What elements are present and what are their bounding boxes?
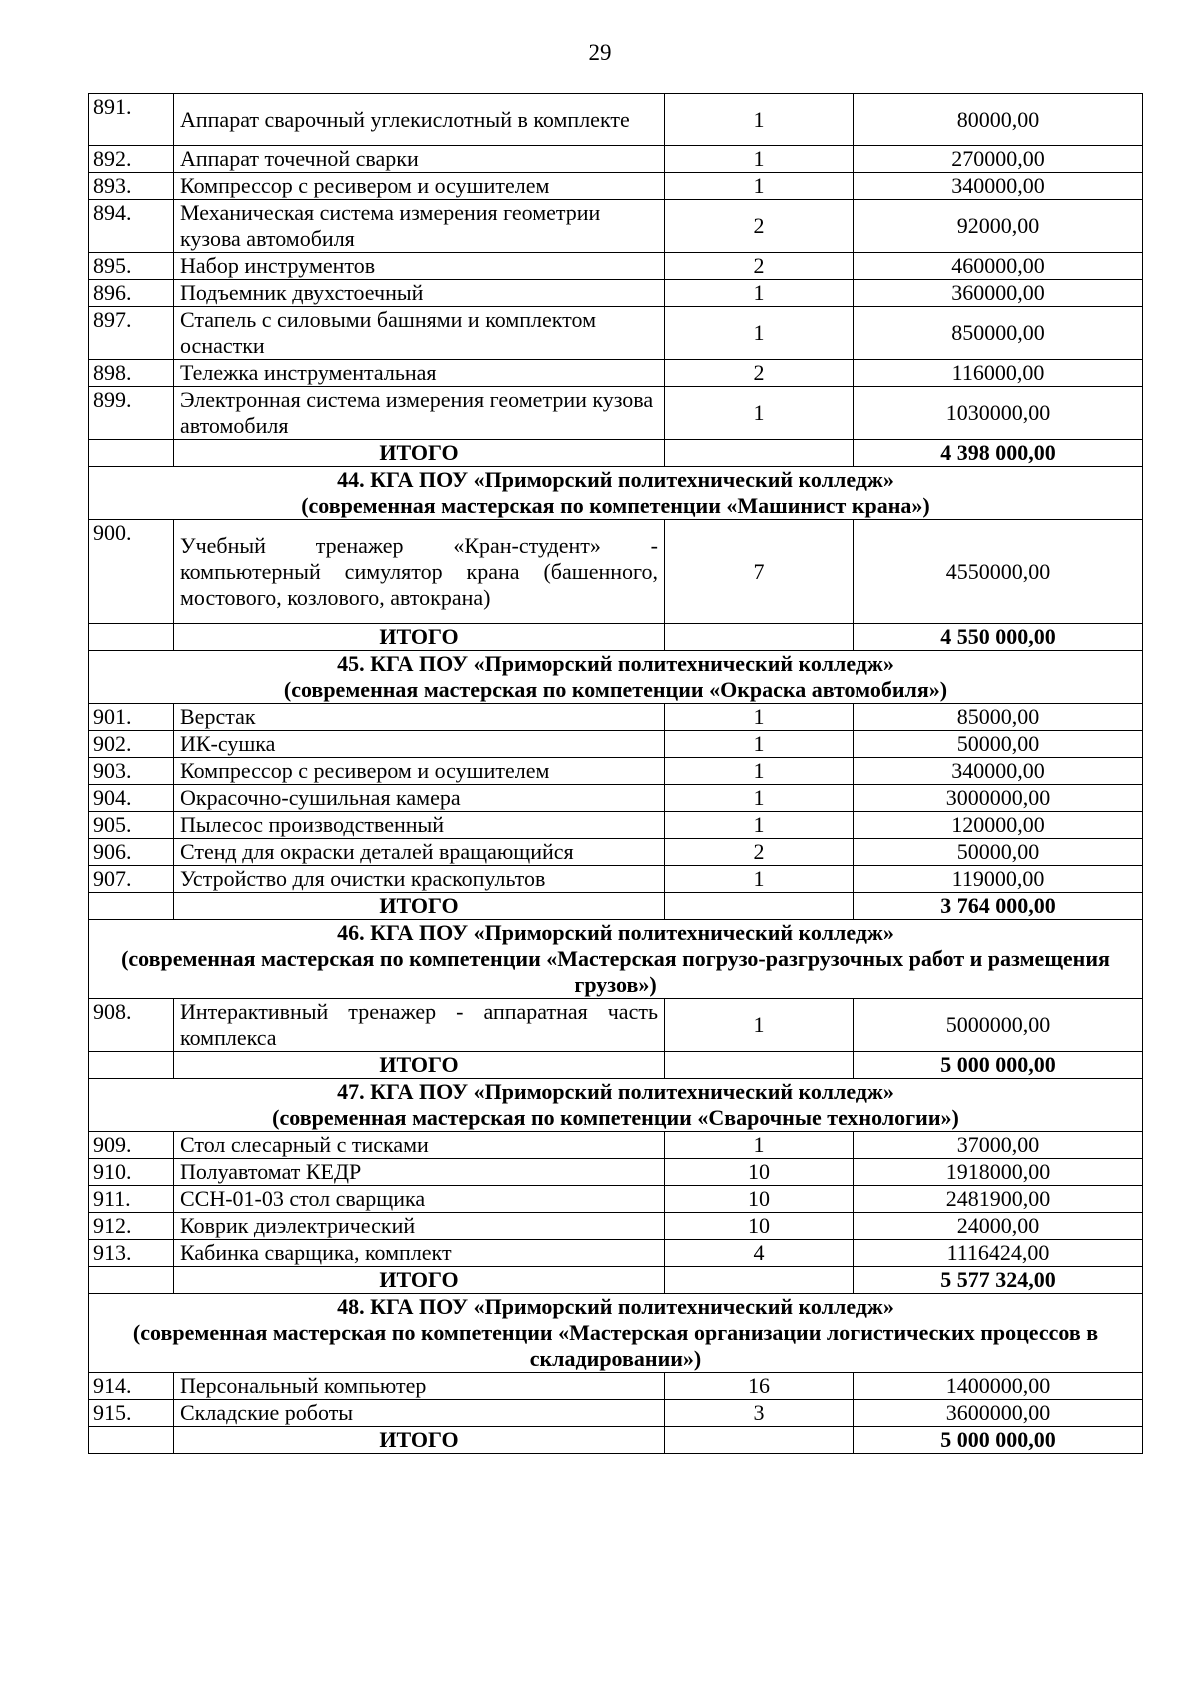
item-name: Складские роботы <box>174 1400 665 1427</box>
item-name: Механическая система измерения геометрии кузова автомобиля <box>174 200 665 253</box>
item-quantity: 1 <box>665 387 854 440</box>
section-heading-line: (современная мастерская по компетенции «Окраска автомобиля») <box>283 677 948 702</box>
table-row <box>89 1240 1143 1267</box>
section-heading-line: (современная мастерская по компетенции «Мастерская погрузо-разгрузочных работ и размещения грузов») <box>121 946 1110 997</box>
total-value: 5 577 324,00 <box>854 1267 1143 1294</box>
table-row <box>89 758 1143 785</box>
total-empty-cell <box>665 1052 854 1079</box>
item-name: Стол слесарный с тисками <box>174 1132 665 1159</box>
item-quantity: 2 <box>665 360 854 387</box>
item-name: Набор инструментов <box>174 253 665 280</box>
section-heading-row <box>89 1294 1143 1373</box>
total-label: ИТОГО <box>174 893 665 920</box>
section-heading-line: 45. КГА ПОУ «Приморский политехнический колледж» <box>337 651 894 676</box>
table-body <box>89 94 1143 1454</box>
item-price: 4550000,00 <box>854 520 1143 624</box>
section-heading-line: 44. КГА ПОУ «Приморский политехнический колледж» <box>337 467 894 492</box>
item-price: 92000,00 <box>854 200 1143 253</box>
table-row <box>89 866 1143 893</box>
table-row <box>89 731 1143 758</box>
item-price: 850000,00 <box>854 307 1143 360</box>
row-number: 913. <box>89 1240 174 1267</box>
row-number: 910. <box>89 1159 174 1186</box>
total-empty-cell <box>665 1267 854 1294</box>
item-quantity: 2 <box>665 839 854 866</box>
item-price: 80000,00 <box>854 94 1143 146</box>
table-row <box>89 200 1143 253</box>
table-row <box>89 280 1143 307</box>
item-name: Учебный тренажер «Кран-студент» - компьютерный симулятор крана (башенного, мостового, козлового, автокрана) <box>174 520 665 624</box>
row-number: 897. <box>89 307 174 360</box>
row-number: 907. <box>89 866 174 893</box>
item-quantity: 1 <box>665 280 854 307</box>
item-quantity: 2 <box>665 253 854 280</box>
item-price: 1918000,00 <box>854 1159 1143 1186</box>
table-row <box>89 307 1143 360</box>
total-value: 4 550 000,00 <box>854 624 1143 651</box>
item-quantity: 2 <box>665 200 854 253</box>
item-name: Компрессор с ресивером и осушителем <box>174 173 665 200</box>
total-empty-cell <box>89 1267 174 1294</box>
total-label: ИТОГО <box>174 1427 665 1454</box>
item-quantity: 1 <box>665 94 854 146</box>
section-heading-row <box>89 467 1143 520</box>
item-name: Коврик диэлектрический <box>174 1213 665 1240</box>
item-quantity: 1 <box>665 785 854 812</box>
item-quantity: 3 <box>665 1400 854 1427</box>
item-price: 119000,00 <box>854 866 1143 893</box>
total-empty-cell <box>89 440 174 467</box>
total-value: 4 398 000,00 <box>854 440 1143 467</box>
row-number: 906. <box>89 839 174 866</box>
section-heading <box>89 920 1143 999</box>
section-heading-line: 47. КГА ПОУ «Приморский политехнический колледж» <box>337 1079 894 1104</box>
item-price: 2481900,00 <box>854 1186 1143 1213</box>
item-name: Электронная система измерения геометрии кузова автомобиля <box>174 387 665 440</box>
item-quantity: 16 <box>665 1373 854 1400</box>
item-quantity: 1 <box>665 812 854 839</box>
section-heading-line: (современная мастерская по компетенции «Мастерская организации логистических процессов в складировании») <box>132 1320 1099 1371</box>
table-row <box>89 785 1143 812</box>
item-name: Подъемник двухстоечный <box>174 280 665 307</box>
item-quantity: 10 <box>665 1213 854 1240</box>
item-name: Стенд для окраски деталей вращающийся <box>174 839 665 866</box>
section-heading <box>89 1079 1143 1132</box>
table-row <box>89 146 1143 173</box>
row-number: 901. <box>89 704 174 731</box>
table-row <box>89 520 1143 624</box>
section-heading <box>89 467 1143 520</box>
item-price: 1116424,00 <box>854 1240 1143 1267</box>
row-number: 908. <box>89 999 174 1052</box>
item-quantity: 10 <box>665 1186 854 1213</box>
table-row <box>89 839 1143 866</box>
table-row <box>89 812 1143 839</box>
item-name: Окрасочно-сушильная камера <box>174 785 665 812</box>
item-quantity: 1 <box>665 146 854 173</box>
section-heading <box>89 651 1143 704</box>
equipment-table <box>88 93 1143 1454</box>
section-heading-line: (современная мастерская по компетенции «Машинист крана») <box>301 493 930 518</box>
item-quantity: 7 <box>665 520 854 624</box>
item-price: 1030000,00 <box>854 387 1143 440</box>
total-empty-cell <box>89 1427 174 1454</box>
table-row <box>89 94 1143 146</box>
total-row <box>89 624 1143 651</box>
item-name: ССН-01-03 стол сварщика <box>174 1186 665 1213</box>
item-price: 24000,00 <box>854 1213 1143 1240</box>
item-name: Полуавтомат КЕДР <box>174 1159 665 1186</box>
item-name: Тележка инструментальная <box>174 360 665 387</box>
total-empty-cell <box>665 440 854 467</box>
item-price: 340000,00 <box>854 173 1143 200</box>
row-number: 893. <box>89 173 174 200</box>
item-quantity: 10 <box>665 1159 854 1186</box>
item-quantity: 1 <box>665 999 854 1052</box>
total-row <box>89 440 1143 467</box>
table-row <box>89 704 1143 731</box>
total-label: ИТОГО <box>174 1052 665 1079</box>
item-quantity: 1 <box>665 307 854 360</box>
item-name: Пылесос производственный <box>174 812 665 839</box>
row-number: 894. <box>89 200 174 253</box>
total-value: 3 764 000,00 <box>854 893 1143 920</box>
item-quantity: 4 <box>665 1240 854 1267</box>
item-name: Устройство для очистки краскопультов <box>174 866 665 893</box>
item-quantity: 1 <box>665 758 854 785</box>
item-price: 360000,00 <box>854 280 1143 307</box>
item-price: 3600000,00 <box>854 1400 1143 1427</box>
total-row <box>89 1052 1143 1079</box>
total-value: 5 000 000,00 <box>854 1052 1143 1079</box>
row-number: 904. <box>89 785 174 812</box>
item-quantity: 1 <box>665 731 854 758</box>
total-empty-cell <box>665 624 854 651</box>
total-label: ИТОГО <box>174 440 665 467</box>
item-price: 116000,00 <box>854 360 1143 387</box>
table-row <box>89 1400 1143 1427</box>
item-name: Верстак <box>174 704 665 731</box>
item-name: ИК-сушка <box>174 731 665 758</box>
item-quantity: 1 <box>665 866 854 893</box>
row-number: 911. <box>89 1186 174 1213</box>
row-number: 896. <box>89 280 174 307</box>
item-price: 460000,00 <box>854 253 1143 280</box>
row-number: 902. <box>89 731 174 758</box>
section-heading-line: 46. КГА ПОУ «Приморский политехнический колледж» <box>337 920 894 945</box>
row-number: 905. <box>89 812 174 839</box>
item-price: 270000,00 <box>854 146 1143 173</box>
row-number: 898. <box>89 360 174 387</box>
row-number: 903. <box>89 758 174 785</box>
item-name: Аппарат сварочный углекислотный в комплекте <box>174 94 665 146</box>
item-price: 37000,00 <box>854 1132 1143 1159</box>
total-value: 5 000 000,00 <box>854 1427 1143 1454</box>
total-empty-cell <box>665 893 854 920</box>
item-quantity: 1 <box>665 704 854 731</box>
item-quantity: 1 <box>665 1132 854 1159</box>
table-row <box>89 1213 1143 1240</box>
item-name: Кабинка сварщика, комплект <box>174 1240 665 1267</box>
total-empty-cell <box>665 1427 854 1454</box>
table-row <box>89 1159 1143 1186</box>
item-quantity: 1 <box>665 173 854 200</box>
row-number: 892. <box>89 146 174 173</box>
table-row <box>89 360 1143 387</box>
item-name: Компрессор с ресивером и осушителем <box>174 758 665 785</box>
row-number: 912. <box>89 1213 174 1240</box>
table-row <box>89 1373 1143 1400</box>
row-number: 915. <box>89 1400 174 1427</box>
item-price: 3000000,00 <box>854 785 1143 812</box>
section-heading <box>89 1294 1143 1373</box>
section-heading-row <box>89 920 1143 999</box>
row-number: 909. <box>89 1132 174 1159</box>
table-row <box>89 1186 1143 1213</box>
item-price: 120000,00 <box>854 812 1143 839</box>
row-number: 891. <box>89 94 174 146</box>
item-price: 5000000,00 <box>854 999 1143 1052</box>
item-price: 1400000,00 <box>854 1373 1143 1400</box>
section-heading-line: (современная мастерская по компетенции «Сварочные технологии») <box>272 1105 959 1130</box>
section-heading-line: 48. КГА ПОУ «Приморский политехнический колледж» <box>337 1294 894 1319</box>
total-row <box>89 893 1143 920</box>
total-empty-cell <box>89 624 174 651</box>
table-row <box>89 253 1143 280</box>
row-number: 900. <box>89 520 174 624</box>
page-number: 29 <box>588 40 612 65</box>
table-row <box>89 999 1143 1052</box>
item-price: 85000,00 <box>854 704 1143 731</box>
total-label: ИТОГО <box>174 624 665 651</box>
table-row <box>89 1132 1143 1159</box>
total-label: ИТОГО <box>174 1267 665 1294</box>
total-row <box>89 1427 1143 1454</box>
table-row <box>89 387 1143 440</box>
row-number: 914. <box>89 1373 174 1400</box>
item-price: 50000,00 <box>854 731 1143 758</box>
section-heading-row <box>89 651 1143 704</box>
item-name: Стапель с силовыми башнями и комплектом оснастки <box>174 307 665 360</box>
item-price: 340000,00 <box>854 758 1143 785</box>
total-empty-cell <box>89 1052 174 1079</box>
table-row <box>89 173 1143 200</box>
section-heading-row <box>89 1079 1143 1132</box>
item-name: Персональный компьютер <box>174 1373 665 1400</box>
item-price: 50000,00 <box>854 839 1143 866</box>
total-empty-cell <box>89 893 174 920</box>
item-name: Интерактивный тренажер - аппаратная часть комплекса <box>174 999 665 1052</box>
row-number: 895. <box>89 253 174 280</box>
row-number: 899. <box>89 387 174 440</box>
item-name: Аппарат точечной сварки <box>174 146 665 173</box>
total-row <box>89 1267 1143 1294</box>
